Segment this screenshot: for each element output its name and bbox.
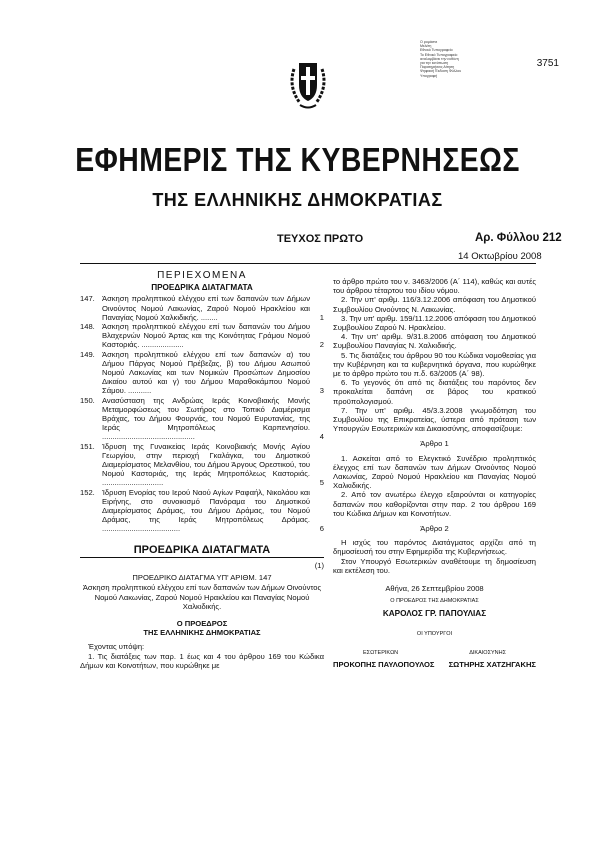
stamp-line: Ο ρομάστε (420, 40, 438, 44)
decree-number: ΠΡΟΕΔΡΙΚΟ ΔΙΑΤΑΓΜΑ ΥΠ' ΑΡΙΘΜ. 147 (132, 573, 272, 583)
ministers-names (333, 660, 536, 669)
toc-text: Ίδρυση της Γυναικείας Ιεράς Κοινοβιακής Μονής Αγίου Γεωργίου, στην περιοχή Γκαλάγκα, του Δημοτικού Διαμερίσματος Μελανθίου, του Δήμου Άργους Ορεστικού, του Νομού Καστοριάς, της Ιεράς Μητροπόλεως Καστοριάς. ............................. (102, 441, 310, 488)
president-label-2: ΤΗΣ ΕΛΛΗΝΙΚΗΣ ΔΗΜΟΚΡΑΤΙΑΣ (143, 628, 261, 638)
paragraph-7: 7. Την υπ' αριθμ. 45/3.3.2008 γνωμοδότηση του Συμβουλίου της Επικρατείας, ύστερα από πρόταση των Υπουργών Εσωτερικών και Δικαιοσύνης, αποφασίζουμε: (333, 405, 536, 434)
stamp-line: Υπογραφή (420, 73, 438, 78)
decree-subject: Άσκηση προληπτικού ελέγχου επί των δαπανών των Δήμων Οινούντος Νομού Λακωνίας, Ζαρού Νομού Ηρακλείου και Παναγίας Νομού Χαλκιδικής. (82, 583, 322, 611)
toc-item (80, 396, 324, 442)
toc-text: Άσκηση προληπτικού ελέγχου επί των δαπανών των Δήμων Οινούντος Νομού Λακωνίας, Ζαρού Νομού Ηρακλείου και Παναγίας Νομού Χαλκιδικής. ........ (102, 294, 310, 322)
president-label-1: Ο ΠΡΟΕΔΡΟΣ (176, 618, 228, 628)
sheet-number: Αρ. Φύλλου 212 (475, 232, 562, 244)
article-1-heading: Άρθρο 1 (420, 439, 449, 449)
toc-item (80, 322, 324, 350)
greek-emblem-icon (286, 55, 330, 111)
ministers-label: ΟΙ ΥΠΟΥΡΓΟΙ (416, 630, 453, 637)
article-2-paragraph-1: Η ισχύς του παρόντος Διατάγματος αρχίζει από τη δημοσίευσή του στην Εφημερίδα της Κυβερνήσεως. (333, 538, 536, 557)
toc-page: 4 (319, 432, 324, 442)
toc-item (80, 442, 324, 488)
stamp-line: για την εκτύπωση (420, 61, 449, 66)
toc-text: Ίδρυση Ενορίας του Ιερού Ναού Αγίων Ραφαήλ, Νικολάου και Ειρήνης, στο συνοικισμό Πανόραμα του Δημοτικού Διαμερίσματος Δράμας, του Δήμου Δράμας, του Νομού Δράμας, της Ιεράς Μητροπόλεως Δράμας. ..................................... (102, 487, 310, 534)
contents-section-heading: ΠΡΟΕΔΡΙΚΑ ΔΙΑΤΑΓΜΑΤΑ (151, 283, 253, 293)
paragraph-4: 4. Την υπ' αριθμ. 9/31.8.2006 απόφαση του Δημοτικού Συμβουλίου Παναγίας Ν. Χαλκιδικής. (333, 332, 536, 351)
toc-item (80, 350, 324, 396)
toc-page: 3 (319, 386, 324, 396)
toc-page: 2 (319, 340, 324, 350)
paragraph-3: 3. Την υπ' αριθμ. 159/11.12.2006 απόφαση του Δημοτικού Συμβουλίου Ζαρού Ν. Ηρακλείου. (333, 313, 536, 333)
footnote-marker: (1) (314, 560, 324, 570)
toc-number: 149. (80, 349, 95, 359)
toc-item (80, 488, 324, 534)
stamp-line: Παρατηρήσεις Αίτηση (420, 65, 455, 70)
article-1-paragraph-1: 1. Ασκείται από το Ελεγκτικό Συνέδριο προληπτικός έλεγχος επί των δαπανών των Δήμων Οινούντος Νομού Λακωνίας, Ζαρού Νομού Ηρακλείου και Παναγίας Νομού Χαλκιδικής. (333, 453, 536, 491)
digital-signature-stamp (420, 40, 482, 78)
stamp-line: Μελέτη (420, 44, 432, 49)
paragraph-continuation: το άρθρο πρώτο του ν. 3463/2006 (Α΄ 114), καθώς και αυτές του άρθρου τέταρτου του ιδίου νόμου. (333, 277, 536, 296)
minister-1-title: ΕΣΩΤΕΡΙΚΩΝ (363, 649, 399, 656)
gazette-subtitle: ΤΗΣ ΕΛΛΗΝΙΚΗΣ ΔΗΜΟΚΡΑΤΙΑΣ (152, 190, 443, 210)
issue-label: ΤΕΥΧΟΣ ΠΡΩΤΟ (277, 233, 364, 245)
president-title: Ο ΠΡΟΕΔΡΟΣ ΤΗΣ ΔΗΜΟΚΡΑΤΙΑΣ (390, 598, 479, 605)
stamp-line: Το Εθνικό Τυπογραφείο (420, 52, 458, 57)
article-1-paragraph-2: 2. Από τον ανωτέρω έλεγχο εξαιρούνται οι κατηγορίες δαπανών που καθορίζονται στην παρ. 2 του άρθρου 169 του Κώδικα Δήμων και Κοινοτήτων. (333, 490, 536, 518)
toc-page: 5 (319, 478, 324, 488)
paragraph-5: 5. Τις διατάξεις του άρθρου 90 του Κώδικα νομοθεσίας για την Κυβέρνηση και τα κυβερνητικά όργανα, που κυρώθηκε με το άρθρο πρώτο του π.δ. 63/2005 (Α΄ 98). (333, 350, 536, 379)
president-name: ΚΑΡΟΛΟΣ ΓΡ. ΠΑΠΟΥΛΙΑΣ (382, 608, 487, 618)
header-divider (80, 263, 536, 264)
paragraph-2: 2. Την υπ' αριθμ. 116/3.12.2006 απόφαση του Δημοτικού Συμβουλίου Οινούντος Ν. Λακωνίας. (333, 295, 536, 314)
minister-1-name: ΠΡΟΚΟΠΗΣ ΠΑΥΛΟΠΟΥΛΟΣ (333, 660, 435, 670)
toc-text: Άσκηση προληπτικού ελέγχου επί των δαπανών α) του Δήμου Πάργας Νομού Πρέβεζας, β) του Δήμου Ασωπού Νομού Λακωνίας και των Νομικών Προσώπων Δημοσίου Δικαίου αυτού και γ) του Δήμου Μαραθοκάμπου Νομού Σάμου. ........... (102, 349, 310, 396)
toc-text: Ανασύσταση της Ανδρώας Ιεράς Κοινοβιακής Μονής Μεταμορφώσεως του Σωτήρος στο Τοπικό Διαμέρισμα Βράχας, του Δήμου Φουρνάς, του Νομού Ευρυτανίας, της Ιεράς Μητροπόλεως Καρπενησίου. ............................................ (102, 395, 310, 442)
contents-heading: ΠΕΡΙΕΧΟΜΕΝΑ (157, 270, 247, 281)
place-date: Αθήνα, 26 Σεπτεμβρίου 2008 (385, 584, 484, 594)
toc-item (80, 294, 324, 322)
issue-date: 14 Οκτωβρίου 2008 (458, 251, 542, 262)
left-column (80, 268, 324, 670)
article-2-heading: Άρθρο 2 (420, 524, 449, 534)
toc-number: 152. (80, 487, 95, 497)
page-number: 3751 (536, 58, 559, 69)
decree-paragraph-1: 1. Τις διατάξεις των παρ. 1 έως και 4 του άρθρου 169 του Κώδικα Δήμων και Κοινοτήτων, που κυρώθηκε με (80, 651, 324, 670)
toc-page: 1 (319, 312, 324, 322)
paragraph-6: 6. Το γεγονός ότι από τις διατάξεις του παρόντος δεν προκαλείται δαπάνη σε βάρος του κρατικού προϋπολογισμού. (333, 378, 536, 406)
decrees-heading: ΠΡΟΕΔΡΙΚΑ ΔΙΑΤΑΓΜΑΤΑ (80, 546, 324, 558)
toc-number: 148. (80, 322, 95, 332)
right-column (333, 277, 536, 669)
having-regard: Έχοντας υπόψη: (88, 642, 145, 652)
toc-page: 6 (319, 524, 324, 534)
minister-2-name: ΣΩΤΗΡΗΣ ΧΑΤΖΗΓΑΚΗΣ (448, 660, 536, 670)
ministers-titles (333, 649, 536, 658)
toc-text: Άσκηση προληπτικού ελέγχου επί των δαπανών του Δήμου Βλαχερνών Νομού Άρτας και της Κοινότητας Γράμου Νομού Καστοριάς. .................... (102, 322, 310, 350)
toc-number: 150. (80, 395, 95, 405)
minister-2-title: ΔΙΚΑΙΟΣΥΝΗΣ (469, 649, 506, 656)
stamp-line: αναλαμβάνει την ευθύνη (420, 56, 459, 61)
gazette-title: ΕΦΗΜΕΡΙΣ ΤΗΣ ΚΥΒΕΡΝΗΣΕΩΣ (75, 141, 520, 178)
article-2-paragraph-2: Στον Υπουργό Εσωτερικών αναθέτουμε τη δημοσίευση και εκτέλεση του. (333, 556, 536, 575)
toc-number: 147. (80, 294, 95, 304)
stamp-line: Εθνικό Τυπογραφείο (420, 48, 453, 53)
toc-number: 151. (80, 441, 95, 451)
stamp-line: Ψηφιακή Έκδοση Φύλλου (420, 69, 462, 74)
